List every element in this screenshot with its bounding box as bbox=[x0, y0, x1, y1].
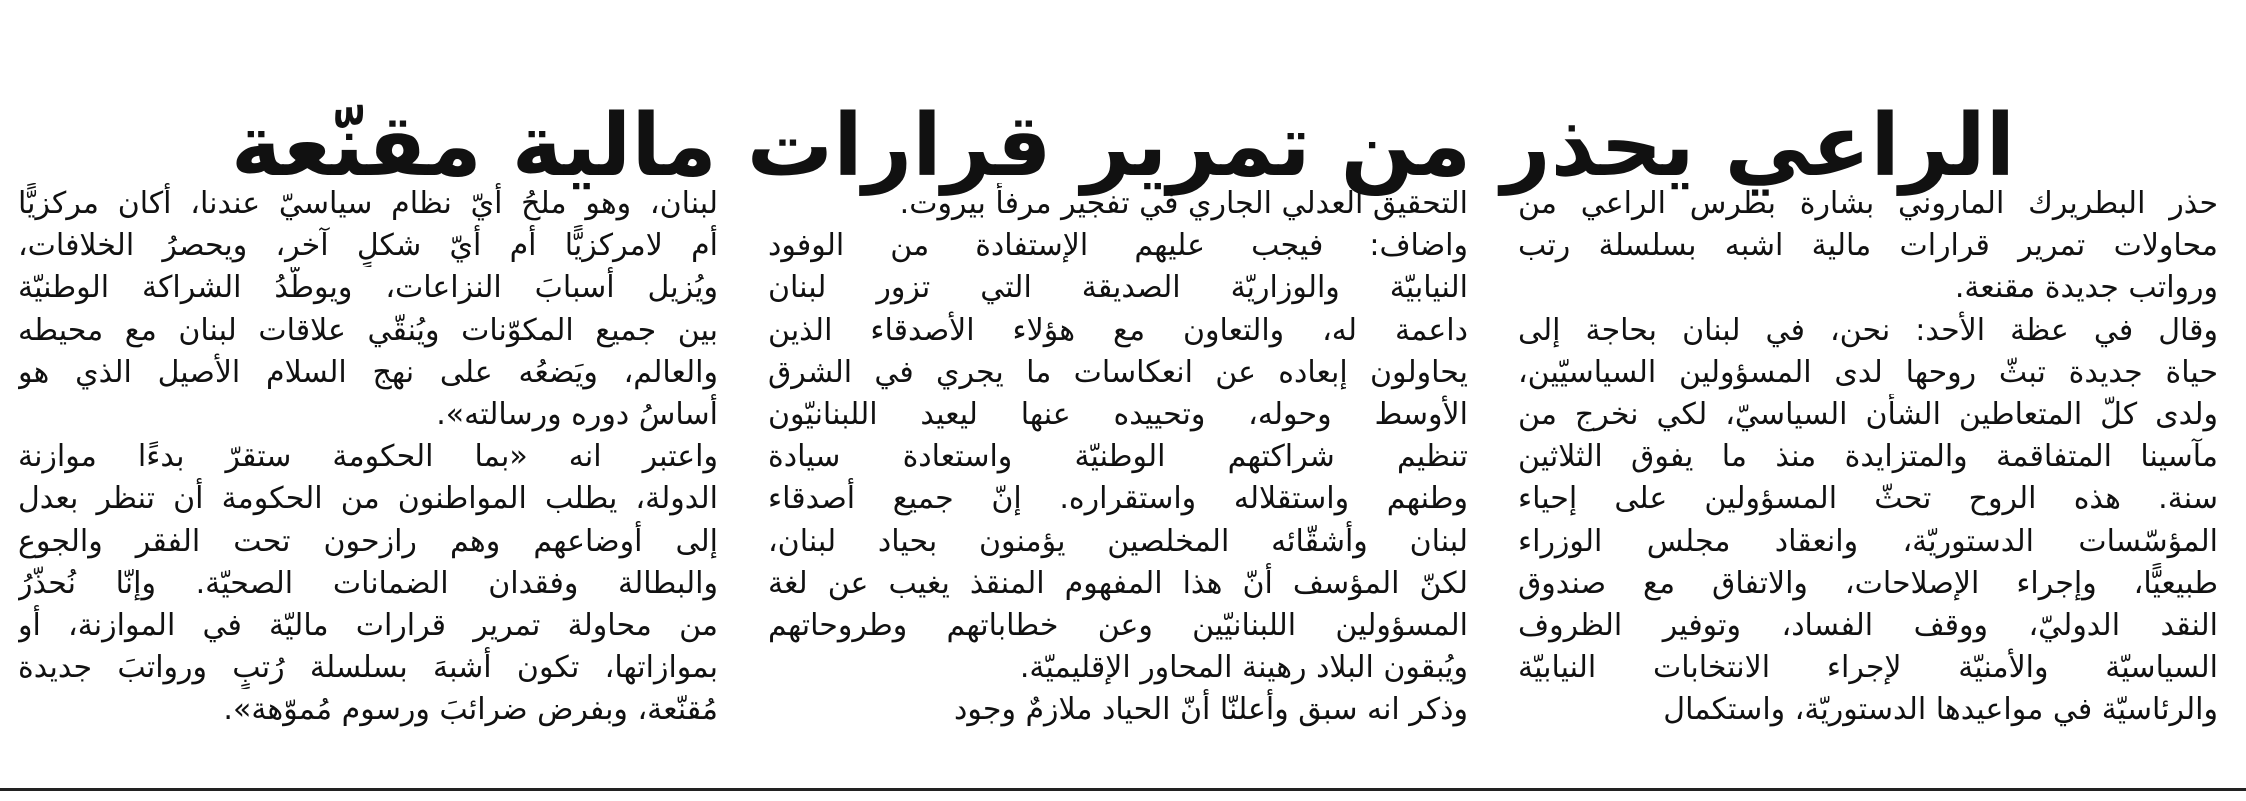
article-text-line: حذر البطريرك الماروني بشارة بطرس الراعي من bbox=[1518, 186, 2218, 221]
article-text-line: تنظيم شراكتهم الوطنيّة واستعادة سيادة bbox=[768, 439, 1468, 475]
article-text-line: حياة جديدة تبثّ روحها لدى المسؤولين السياسيّين، bbox=[1518, 354, 2218, 390]
article-text-line: والبطالة وفقدان الضمانات الصحيّة. وإنّا نُحذّرُ bbox=[18, 565, 718, 601]
article-text-line: يحاولون إبعاده عن انعكاسات ما يجري في الشرق bbox=[768, 354, 1468, 390]
article-text-line: ورواتب جديدة مقنعة. bbox=[1954, 270, 2218, 306]
article-text-line: والعالم، ويَضعُه على نهج السلام الأصيل الذي هو bbox=[18, 354, 718, 390]
article-text-line: لبنان وأشقّائه المخلصين يؤمنون بحياد لبنان، bbox=[768, 523, 1468, 559]
article-text-line: مُقنّعة، وبفرض ضرائبَ ورسوم مُموّهة». bbox=[223, 692, 718, 728]
article-text-line: ويُبقون البلاد رهينة المحاور الإقليميّة. bbox=[1019, 650, 1468, 686]
article-text-line: لكنّ المؤسف أنّ هذا المفهوم المنقذ يغيب عن لغة bbox=[768, 565, 1468, 601]
bottom-divider bbox=[0, 788, 2246, 791]
article-text-line: إلى أوضاعهم وهم رازحون تحت الفقر والجوع bbox=[18, 523, 718, 559]
article-column-2 bbox=[768, 183, 1468, 763]
article-text-line: أساسُ دوره ورسالته». bbox=[436, 396, 718, 432]
article-text-line: التحقيق العدلي الجاري في تفجير مرفأ بيروت. bbox=[899, 186, 1468, 221]
article-text-line: من محاولة تمرير قرارات ماليّة في الموازنة، أو bbox=[18, 607, 718, 643]
article-text-line: مآسينا المتفاقمة والمتزايدة منذ ما يفوق الثلاثين bbox=[1518, 439, 2218, 475]
article-text-line: ويُزيل أسبابَ النزاعات، ويوطّدُ الشراكة الوطنيّة bbox=[18, 270, 718, 306]
article-text-line: المسؤولين اللبنانيّين وعن خطاباتهم وطروحاتهم bbox=[768, 607, 1468, 643]
article-text-line: أم لامركزيًّا أم أيّ شكلٍ آخر، ويحصرُ الخلافات، bbox=[18, 228, 718, 264]
article-body bbox=[18, 183, 2218, 763]
article-text-line: محاولات تمرير قرارات مالية اشبه بسلسلة رتب bbox=[1518, 228, 2218, 264]
article-text-line: ولدى كلّ المتعاطين الشأن السياسيّ، لكي نخرج من bbox=[1518, 396, 2218, 432]
article-text-line: والرئاسيّة في مواعيدها الدستوريّة، واستكمال bbox=[1663, 692, 2218, 728]
article-column-3 bbox=[18, 183, 718, 763]
article-text-line: لبنان، وهو ملحُ أيّ نظام سياسيّ عندنا، أكان مركزيًّا bbox=[18, 186, 718, 221]
article-text-line: وذكر انه سبق وأعلنّا أنّ الحياد ملازمٌ وجود bbox=[954, 692, 1468, 728]
article-text-line: واضاف: فيجب عليهم الإستفادة من الوفود bbox=[768, 228, 1468, 264]
article-text-line: النقد الدوليّ، ووقف الفساد، وتوفير الظروف bbox=[1518, 607, 2218, 643]
article-text-line: الدولة، يطلب المواطنون من الحكومة أن تنظر بعدل bbox=[18, 481, 718, 517]
article-text-line: بموازاتها، تكون أشبهَ بسلسلة رُتبٍ ورواتبَ جديدة bbox=[18, 650, 718, 686]
article-text-line: الأوسط وحوله، وتحييده عنها ليعيد اللبنانيّون bbox=[768, 396, 1468, 432]
article-text-line: المؤسّسات الدستوريّة، وانعقاد مجلس الوزراء bbox=[1518, 523, 2218, 559]
article-text-line: سنة. هذه الروح تحثّ المسؤولين على إحياء bbox=[1518, 481, 2218, 517]
article-text-line: وقال في عظة الأحد: نحن، في لبنان بحاجة إلى bbox=[1518, 312, 2218, 348]
article-text-line: بين جميع المكوّنات ويُنقّي علاقات لبنان مع محيطه bbox=[18, 312, 718, 348]
article-text-line: السياسيّة والأمنيّة لإجراء الانتخابات النيابيّة bbox=[1518, 650, 2218, 686]
article-text-line: واعتبر انه «بما الحكومة ستقرّ بدءًا موازنة bbox=[18, 439, 718, 475]
article-text-line: وطنهم واستقلاله واستقراره. إنّ جميع أصدقاء bbox=[768, 481, 1468, 517]
article-text-line: طبيعيًّا، وإجراء الإصلاحات، والاتفاق مع صندوق bbox=[1518, 565, 2218, 601]
article-column-1 bbox=[1518, 183, 2218, 763]
article-text-line: النيابيّة والوزاريّة الصديقة التي تزور لبنان bbox=[768, 270, 1468, 306]
article-text-line: داعمة له، والتعاون مع هؤلاء الأصدقاء الذين bbox=[768, 312, 1468, 348]
article-headline: الراعي يحذر من تمرير قرارات مالية مقنّعة bbox=[230, 95, 2016, 196]
